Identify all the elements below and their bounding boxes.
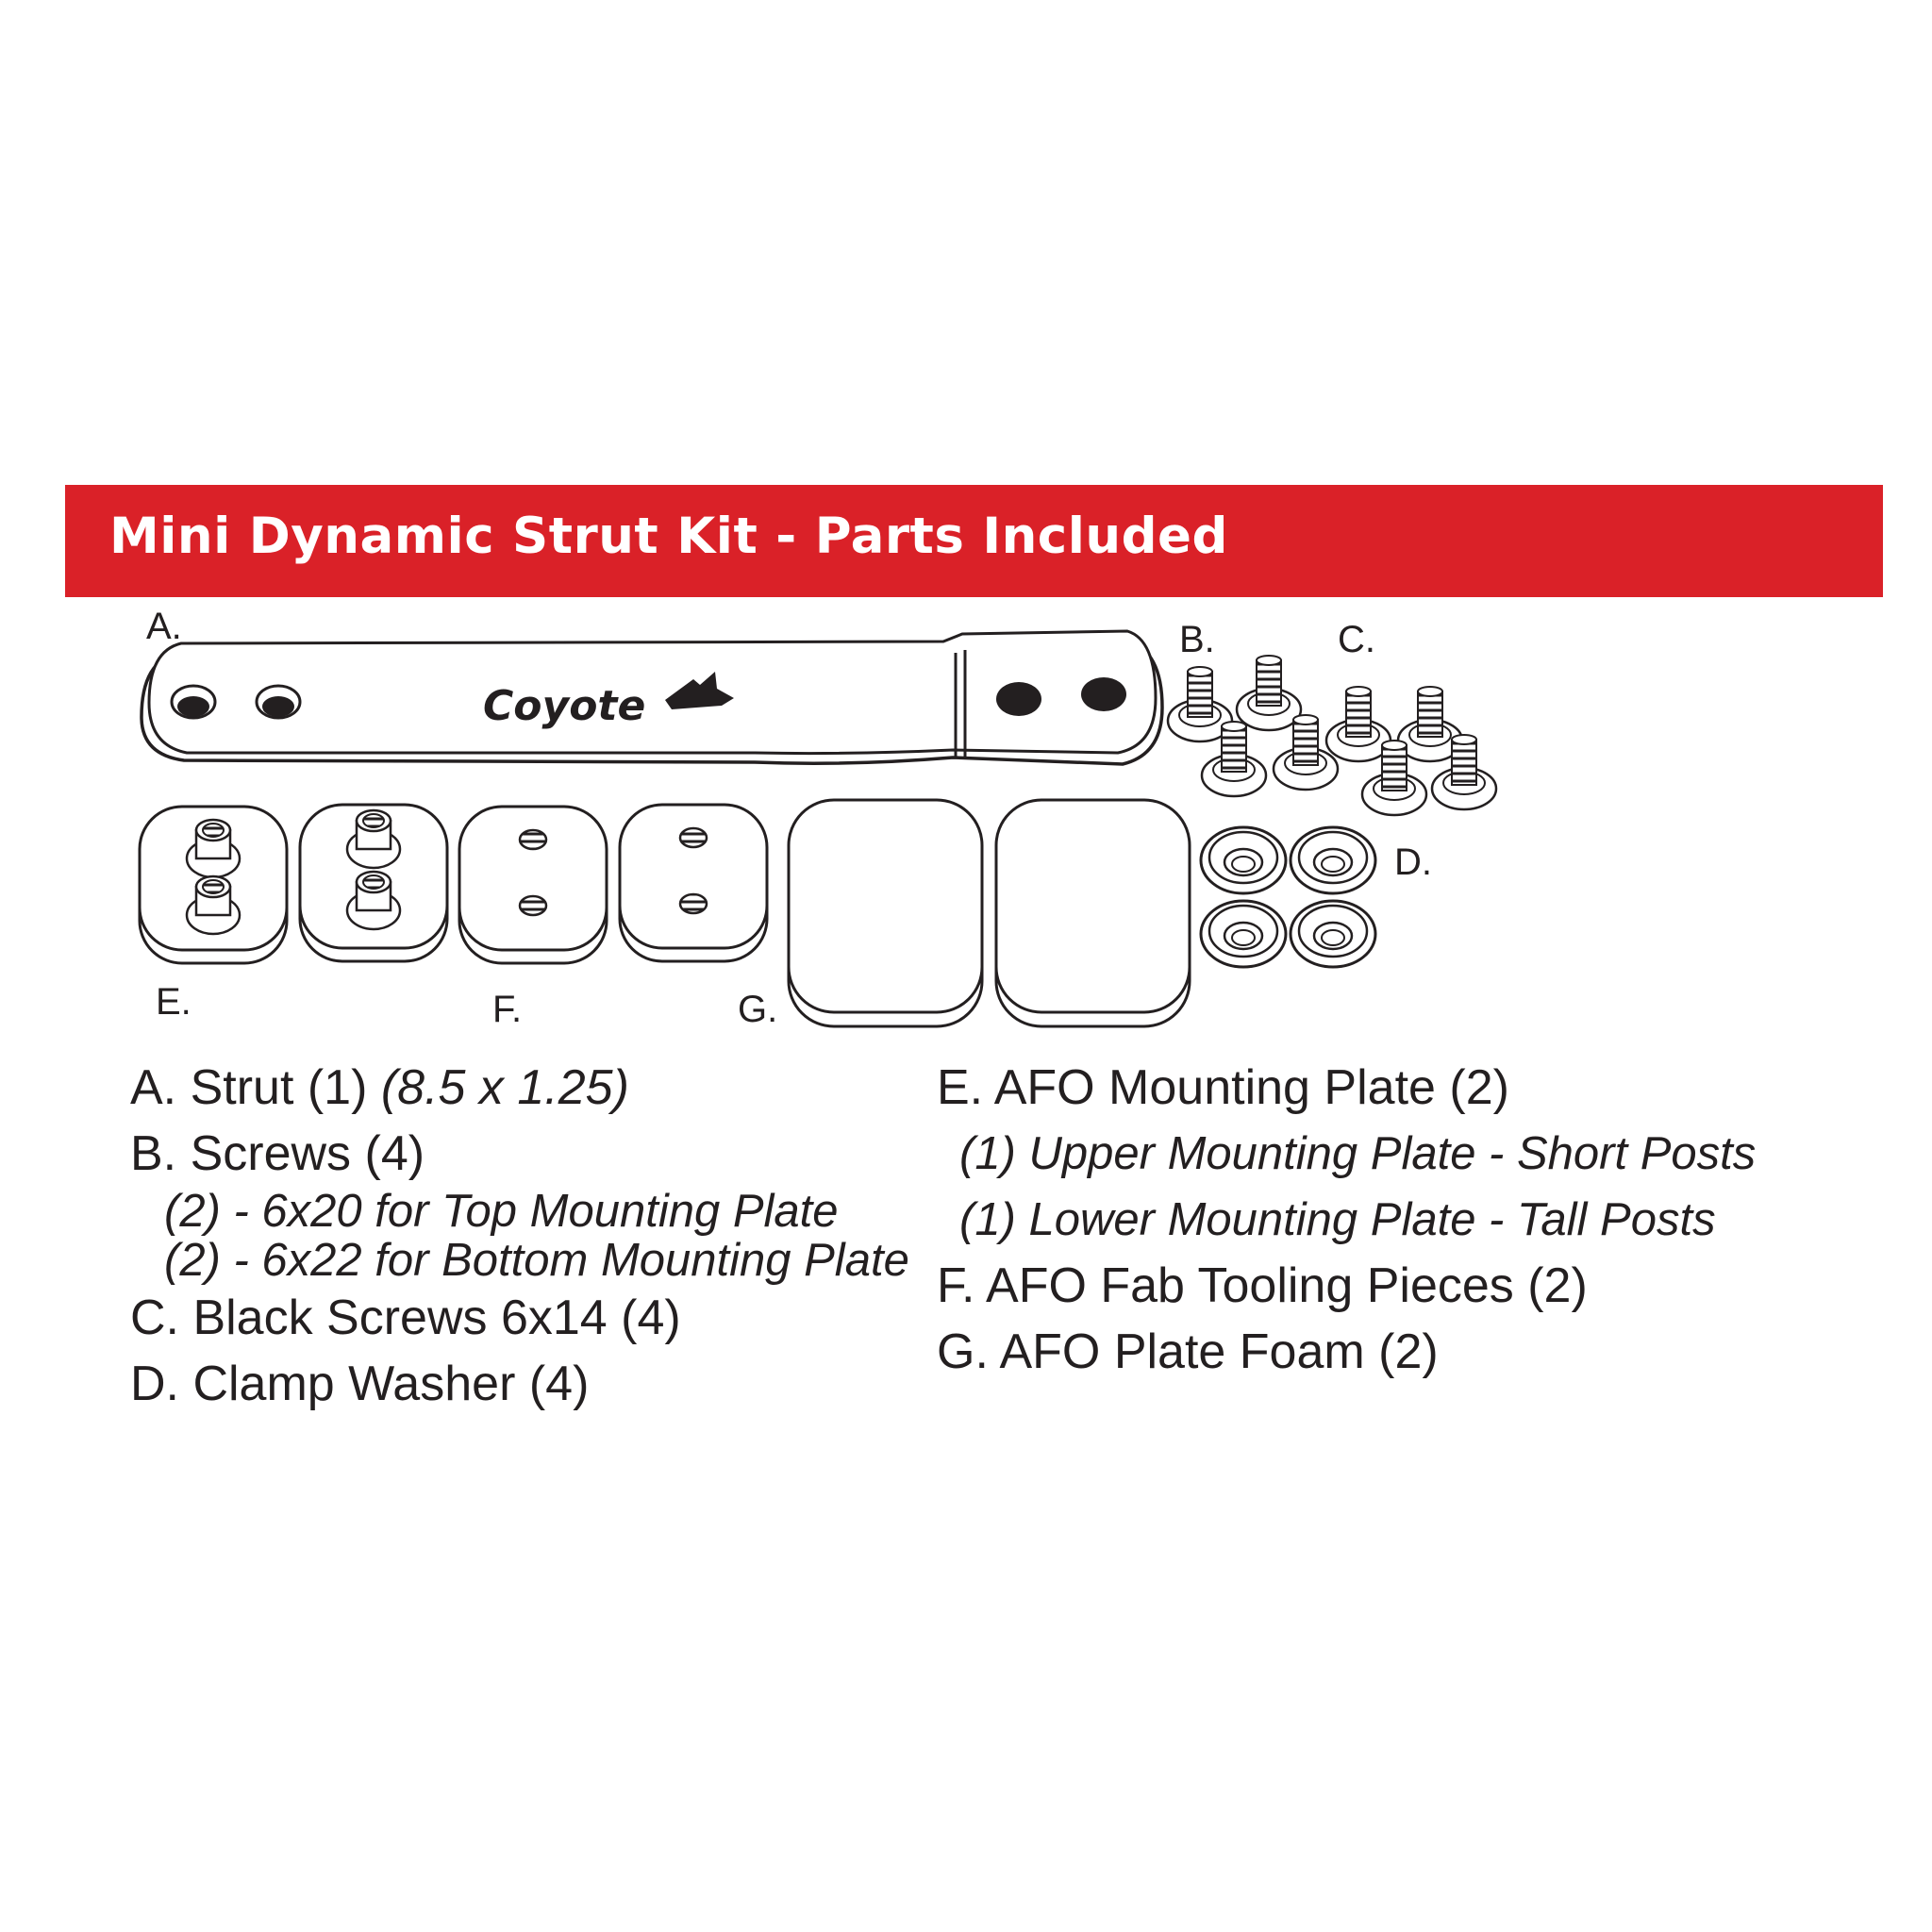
item-a-detail: (8.5 x 1.25) [380,1060,629,1115]
tooling-pieces-part-f [459,805,767,963]
list-item-b [130,1121,909,1187]
item-f-label: F. AFO Fab Tooling Pieces (2) [937,1258,1588,1313]
page-title: Mini Dynamic Strut Kit - Parts Included [109,508,1228,565]
item-e-sub-2: (1) Lower Mounting Plate - Tall Posts [959,1194,1716,1245]
label-g: G. [738,989,778,1030]
label-f: F. [492,989,523,1030]
item-b-sub-2: (2) - 6x22 for Bottom Mounting Plate [164,1235,909,1286]
item-a-label: A. Strut (1) [130,1060,368,1115]
list-item-a [130,1055,909,1121]
label-c: C. [1338,619,1375,660]
plate-foam-part-g [789,800,1190,1026]
label-b: B. [1179,619,1215,660]
list-item-f [937,1253,1756,1319]
label-a: A. [146,606,182,647]
mounting-plates-part-e [140,805,447,963]
list-item-d [130,1351,909,1417]
screws-part-b [1168,656,1338,796]
item-e-label: E. AFO Mounting Plate (2) [937,1060,1509,1115]
list-item-g [937,1319,1756,1385]
logo-text: Coyote [483,682,646,730]
item-b-label: B. Screws (4) [130,1126,425,1181]
label-d: D. [1394,841,1432,883]
item-d-label: D. Clamp Washer (4) [130,1357,590,1411]
strut-part-a [142,631,1162,764]
item-c-label: C. Black Screws 6x14 (4) [130,1291,681,1345]
item-e-sub-1: (1) Upper Mounting Plate - Short Posts [959,1128,1757,1179]
black-screws-part-c [1326,687,1496,815]
parts-list-right [937,1055,1756,1385]
item-g-label: G. AFO Plate Foam (2) [937,1324,1439,1379]
clamp-washers-part-d [1201,827,1375,967]
parts-list-left [130,1055,909,1417]
label-e: E. [156,981,192,1023]
list-item-c [130,1285,909,1351]
list-item-e [937,1055,1756,1121]
item-b-sub-1: (2) - 6x20 for Top Mounting Plate [164,1186,839,1237]
